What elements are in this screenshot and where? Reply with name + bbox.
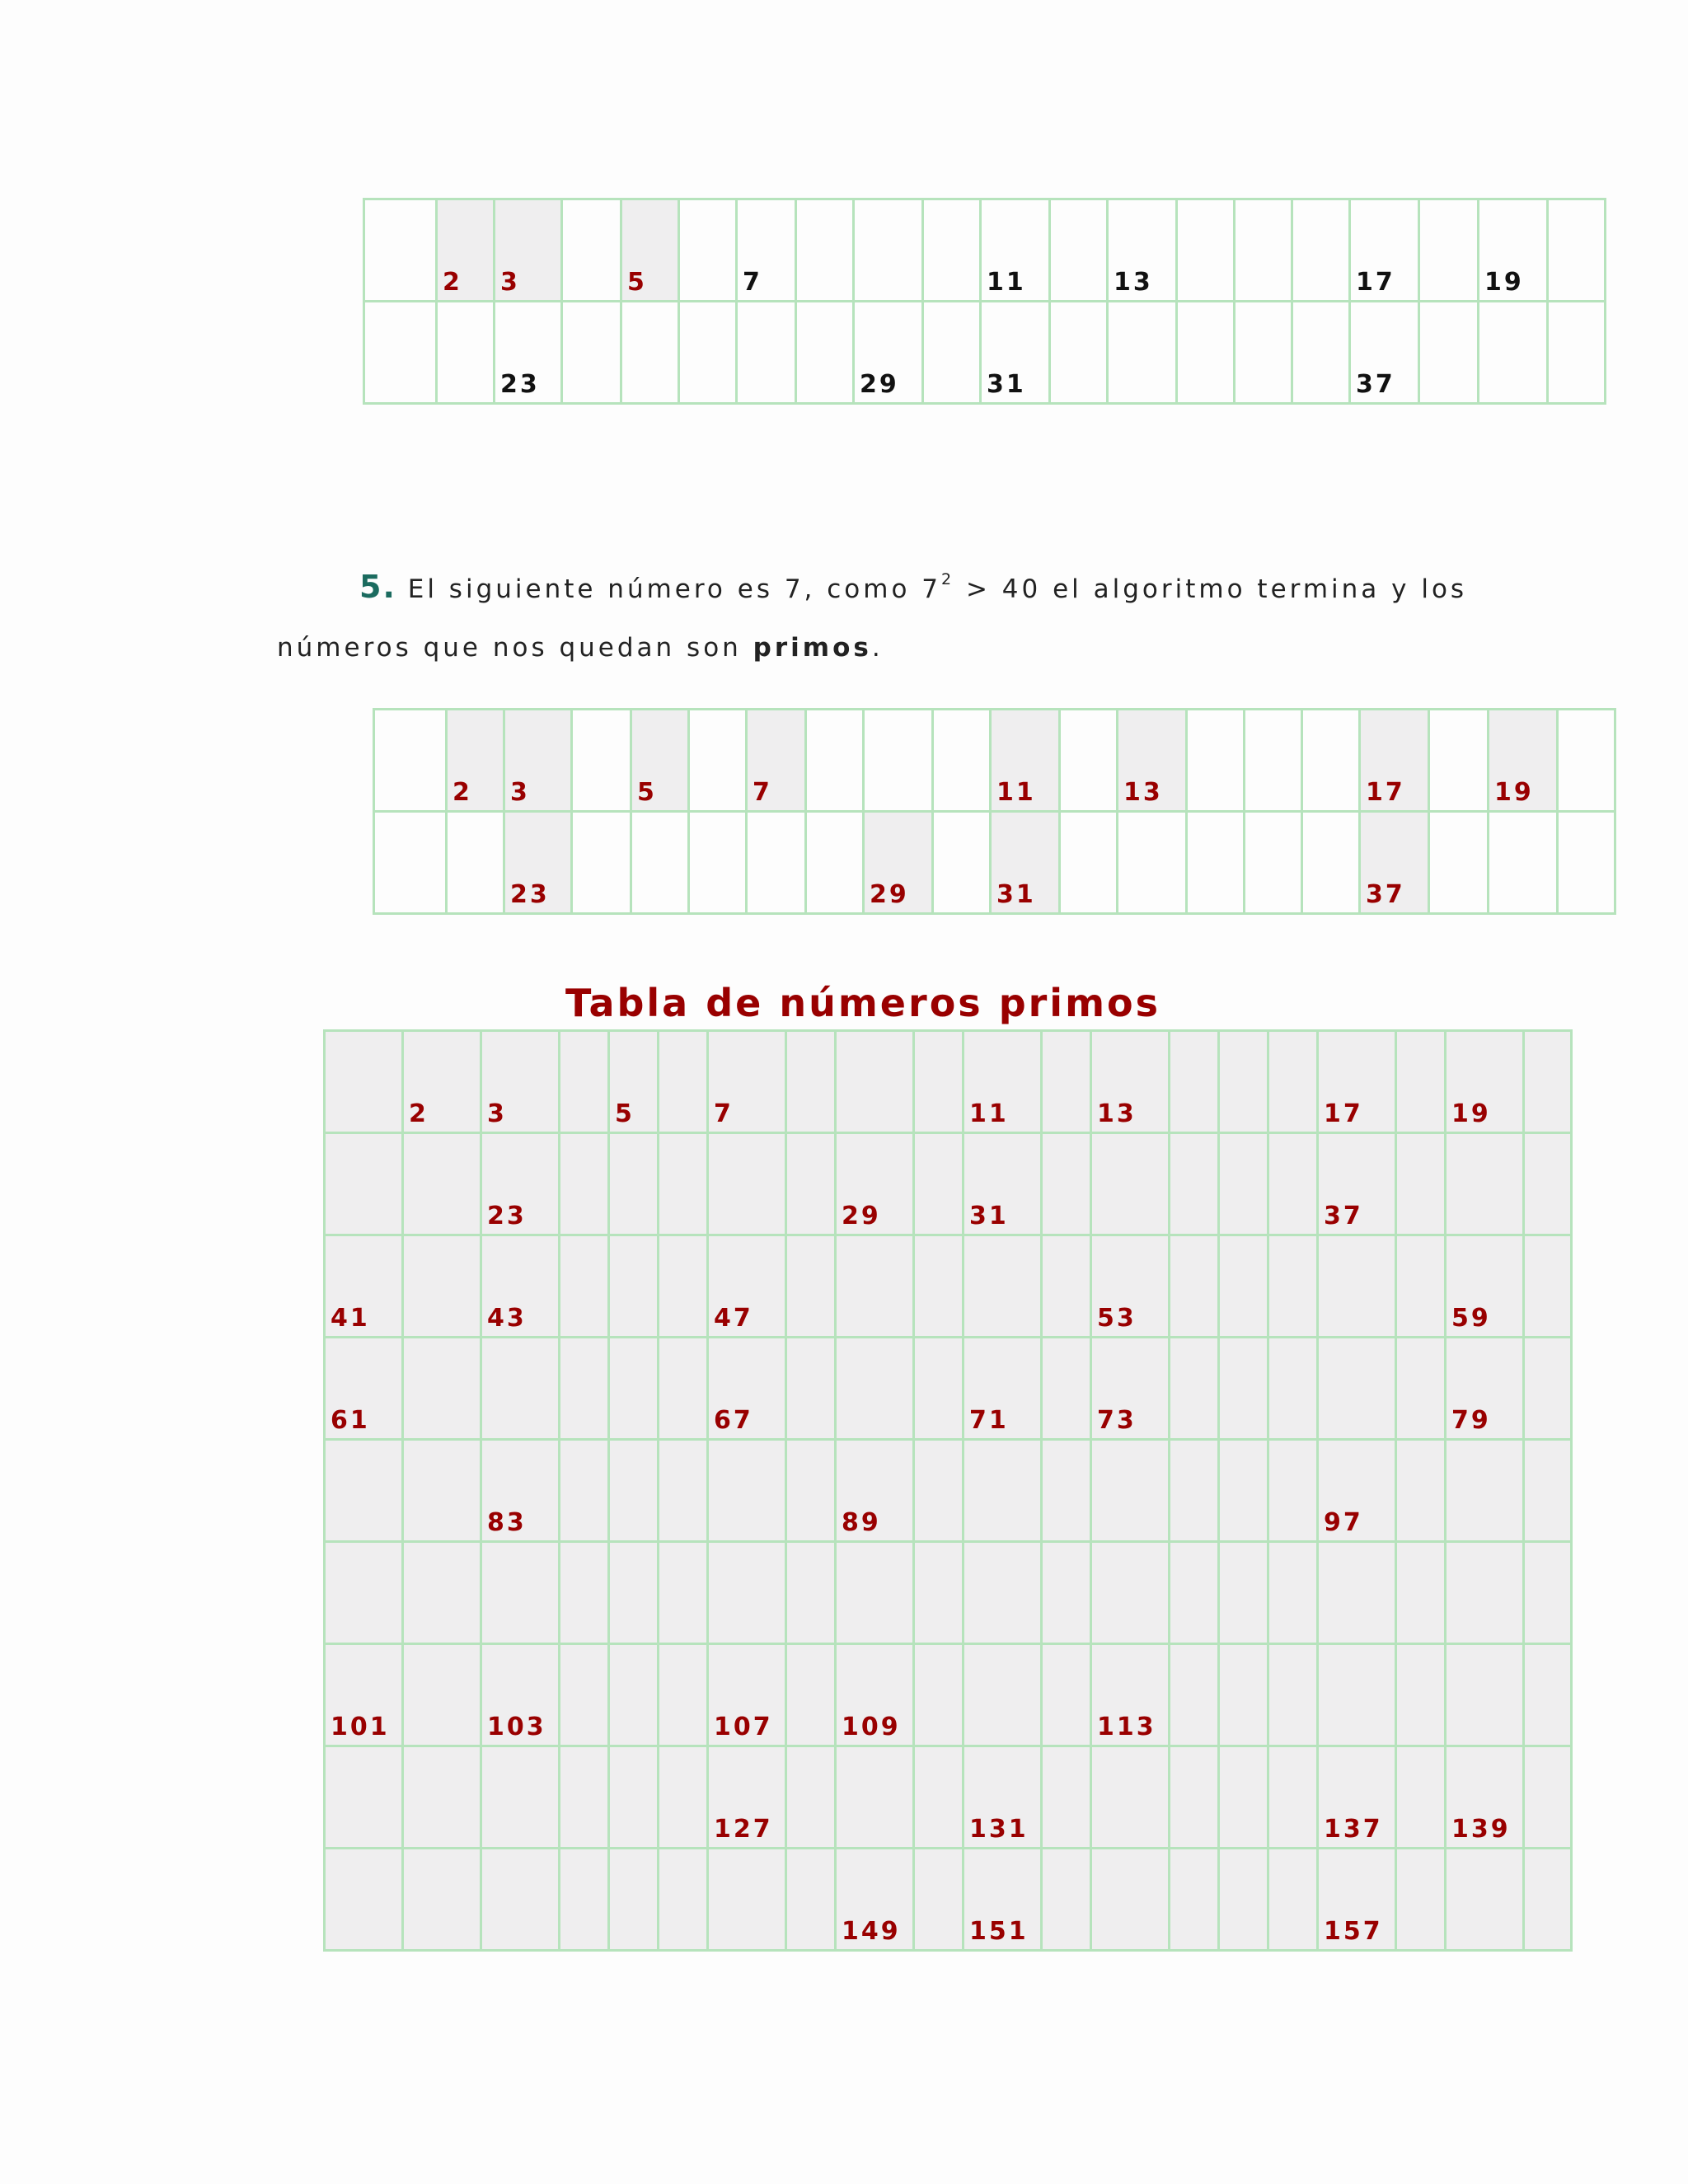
second-sieve-cell	[864, 710, 933, 812]
prime-table-cell: 101	[325, 1644, 403, 1746]
prime-table-cell: 61	[325, 1338, 403, 1440]
second-sieve-cell	[447, 812, 504, 914]
prime-table-cell	[659, 1440, 708, 1542]
first-sieve-table	[363, 198, 1606, 405]
prime-table-cell	[1170, 1338, 1219, 1440]
first-sieve-cell: 17	[1350, 199, 1419, 302]
prime-table-title: Tabla de números primos	[565, 981, 1160, 1025]
prime-table-cell	[659, 1133, 708, 1235]
prime-table-cell	[1446, 1133, 1524, 1235]
prime-table-cell	[1524, 1440, 1572, 1542]
prime-table-cell: 31	[964, 1133, 1042, 1235]
prime-table-cell	[964, 1235, 1042, 1338]
second-sieve-cell	[572, 710, 631, 812]
prime-table-cell	[1042, 1542, 1091, 1644]
prime-table-cell	[786, 1235, 836, 1338]
prime-table-cell: 29	[836, 1133, 914, 1235]
prime-table-cell: 139	[1446, 1746, 1524, 1849]
first-sieve-cell	[1177, 302, 1235, 404]
first-sieve-cell	[1235, 199, 1292, 302]
second-sieve-cell	[689, 812, 747, 914]
prime-table-cell	[609, 1644, 659, 1746]
first-sieve-cell: 31	[981, 302, 1050, 404]
prime-table-cell	[1524, 1133, 1572, 1235]
first-sieve-cell	[621, 302, 679, 404]
prime-table-cell	[1446, 1849, 1524, 1951]
prime-table-cell: 97	[1318, 1440, 1396, 1542]
prime-table-cell	[1042, 1644, 1091, 1746]
prime-table-cell	[786, 1644, 836, 1746]
prime-table-cell	[1170, 1746, 1219, 1849]
prime-table-cell	[1396, 1440, 1446, 1542]
prime-table-cell: 103	[481, 1644, 560, 1746]
prime-table-cell	[1318, 1338, 1396, 1440]
second-sieve-cell: 3	[504, 710, 572, 812]
prime-table-cell	[403, 1746, 481, 1849]
prime-table-cell: 113	[1091, 1644, 1170, 1746]
prime-table-cell	[1396, 1746, 1446, 1849]
prime-table-row	[325, 1338, 1572, 1440]
prime-table-cell	[1042, 1746, 1091, 1849]
prime-table-row	[325, 1542, 1572, 1644]
prime-table-cell: 11	[964, 1031, 1042, 1133]
first-sieve-cell	[1050, 302, 1108, 404]
prime-table-row	[325, 1235, 1572, 1338]
prime-table-cell	[914, 1235, 964, 1338]
prime-table-cell	[914, 1338, 964, 1440]
first-sieve-cell	[854, 199, 923, 302]
second-sieve-cell: 5	[631, 710, 689, 812]
first-sieve-cell	[1292, 302, 1350, 404]
prime-table-cell	[1396, 1542, 1446, 1644]
prime-table-cell	[1091, 1746, 1170, 1849]
prime-table-cell	[786, 1849, 836, 1951]
prime-table-cell	[1170, 1644, 1219, 1746]
second-sieve-cell	[1302, 710, 1360, 812]
prime-table-cell	[659, 1849, 708, 1951]
prime-table-row	[325, 1746, 1572, 1849]
second-sieve-cell	[689, 710, 747, 812]
prime-table-cell	[560, 1849, 609, 1951]
prime-table-cell	[659, 1644, 708, 1746]
first-sieve-cell: 37	[1350, 302, 1419, 404]
prime-table-cell	[1524, 1235, 1572, 1338]
prime-table-cell	[1219, 1542, 1268, 1644]
prime-table-cell: 127	[708, 1746, 786, 1849]
prime-table-cell	[1524, 1338, 1572, 1440]
second-sieve-cell	[1558, 812, 1615, 914]
prime-table-cell: 73	[1091, 1338, 1170, 1440]
step5-text-before-exponent: El siguiente número es 7, como 7	[407, 574, 942, 604]
prime-table-cell	[325, 1746, 403, 1849]
prime-table-cell	[609, 1746, 659, 1849]
prime-table-cell	[325, 1542, 403, 1644]
first-sieve-cell	[737, 302, 796, 404]
prime-table-cell: 137	[1318, 1746, 1396, 1849]
second-sieve-row	[374, 812, 1615, 914]
first-sieve-cell: 29	[854, 302, 923, 404]
prime-table-cell	[914, 1031, 964, 1133]
prime-table-cell	[964, 1440, 1042, 1542]
prime-table-cell	[1042, 1849, 1091, 1951]
prime-table-cell: 19	[1446, 1031, 1524, 1133]
prime-table-cell	[609, 1133, 659, 1235]
prime-table-cell	[914, 1133, 964, 1235]
prime-table-cell	[1170, 1542, 1219, 1644]
first-sieve-cell	[796, 302, 854, 404]
prime-table-cell	[1170, 1133, 1219, 1235]
prime-table-cell	[1524, 1542, 1572, 1644]
second-sieve-cell	[1429, 710, 1489, 812]
prime-table-cell: 13	[1091, 1031, 1170, 1133]
first-sieve-cell	[437, 302, 495, 404]
first-sieve-cell	[1177, 199, 1235, 302]
prime-table-cell	[1219, 1235, 1268, 1338]
first-sieve-row	[364, 302, 1606, 404]
prime-table-cell: 47	[708, 1235, 786, 1338]
step5-line2-end: .	[871, 633, 884, 663]
prime-table-cell	[1170, 1849, 1219, 1951]
second-sieve-cell: 11	[991, 710, 1060, 812]
second-sieve-cell: 37	[1360, 812, 1429, 914]
prime-table-cell	[325, 1849, 403, 1951]
first-sieve-cell	[1479, 302, 1548, 404]
prime-table-cell	[1524, 1849, 1572, 1951]
second-sieve-row	[374, 710, 1615, 812]
prime-table-cell	[786, 1542, 836, 1644]
prime-table-cell	[1318, 1644, 1396, 1746]
prime-table-cell	[403, 1644, 481, 1746]
step5-line2	[277, 633, 884, 663]
prime-table-cell	[1524, 1746, 1572, 1849]
prime-table-row	[325, 1031, 1572, 1133]
prime-table-cell	[964, 1542, 1042, 1644]
prime-table-cell	[403, 1235, 481, 1338]
prime-table-cell: 23	[481, 1133, 560, 1235]
prime-table-cell	[1396, 1031, 1446, 1133]
first-sieve-cell	[679, 302, 737, 404]
prime-table	[323, 1029, 1573, 1952]
prime-table-cell	[1219, 1133, 1268, 1235]
prime-table-cell	[1446, 1440, 1524, 1542]
prime-table-cell	[1268, 1542, 1318, 1644]
prime-table-cell	[1396, 1849, 1446, 1951]
prime-table-cell: 7	[708, 1031, 786, 1133]
first-sieve-cell	[923, 199, 981, 302]
prime-table-cell	[1446, 1644, 1524, 1746]
prime-table-cell: 131	[964, 1746, 1042, 1849]
prime-table-cell	[836, 1031, 914, 1133]
prime-table-cell: 2	[403, 1031, 481, 1133]
prime-table-cell: 89	[836, 1440, 914, 1542]
second-sieve-cell	[1429, 812, 1489, 914]
prime-table-cell	[836, 1542, 914, 1644]
prime-table-cell	[1396, 1133, 1446, 1235]
prime-table-cell	[403, 1440, 481, 1542]
prime-table-cell	[1042, 1235, 1091, 1338]
prime-table-cell	[1042, 1338, 1091, 1440]
first-sieve-cell: 2	[437, 199, 495, 302]
prime-table-row	[325, 1133, 1572, 1235]
prime-table-cell	[1268, 1644, 1318, 1746]
prime-table-cell	[325, 1031, 403, 1133]
prime-table-cell	[560, 1235, 609, 1338]
prime-table-cell: 37	[1318, 1133, 1396, 1235]
step5-exponent: 2	[941, 570, 955, 588]
prime-table-cell	[1219, 1746, 1268, 1849]
prime-table-cell	[1219, 1440, 1268, 1542]
prime-table-cell: 79	[1446, 1338, 1524, 1440]
prime-table-cell	[1042, 1440, 1091, 1542]
second-sieve-cell	[374, 812, 447, 914]
prime-table-cell	[403, 1338, 481, 1440]
second-sieve-body	[374, 710, 1615, 914]
second-sieve-cell	[631, 812, 689, 914]
prime-table-cell: 17	[1318, 1031, 1396, 1133]
prime-table-cell	[1170, 1235, 1219, 1338]
prime-table-cell	[708, 1440, 786, 1542]
prime-table-cell	[609, 1849, 659, 1951]
prime-table-cell	[1042, 1133, 1091, 1235]
prime-table-cell	[1091, 1849, 1170, 1951]
prime-table-cell	[1524, 1031, 1572, 1133]
prime-table-cell	[403, 1849, 481, 1951]
prime-table-cell	[964, 1644, 1042, 1746]
second-sieve-cell	[1302, 812, 1360, 914]
prime-table-cell	[1170, 1440, 1219, 1542]
second-sieve-cell: 29	[864, 812, 933, 914]
prime-table-cell: 157	[1318, 1849, 1396, 1951]
second-sieve-cell	[1187, 710, 1245, 812]
prime-table-cell	[560, 1338, 609, 1440]
prime-table-cell: 67	[708, 1338, 786, 1440]
prime-table-row	[325, 1849, 1572, 1951]
prime-table-cell	[914, 1542, 964, 1644]
prime-table-cell	[914, 1746, 964, 1849]
prime-table-cell	[1396, 1644, 1446, 1746]
second-sieve-table	[373, 708, 1616, 915]
prime-table-cell	[836, 1338, 914, 1440]
second-sieve-cell	[806, 710, 864, 812]
prime-table-cell	[609, 1338, 659, 1440]
prime-table-cell	[1219, 1031, 1268, 1133]
prime-table-cell	[1268, 1031, 1318, 1133]
second-sieve-cell: 13	[1118, 710, 1187, 812]
prime-table-cell	[560, 1542, 609, 1644]
first-sieve-cell: 5	[621, 199, 679, 302]
first-sieve-body	[364, 199, 1606, 404]
prime-table-cell	[1318, 1542, 1396, 1644]
first-sieve-cell	[1050, 199, 1108, 302]
prime-table-cell	[1396, 1338, 1446, 1440]
prime-table-cell: 71	[964, 1338, 1042, 1440]
prime-table-cell	[659, 1031, 708, 1133]
first-sieve-cell	[1419, 302, 1479, 404]
first-sieve-cell	[1548, 302, 1606, 404]
prime-table-cell	[1268, 1235, 1318, 1338]
first-sieve-cell	[1548, 199, 1606, 302]
prime-table-cell	[1268, 1849, 1318, 1951]
prime-table-cell	[609, 1440, 659, 1542]
prime-table-cell	[659, 1235, 708, 1338]
prime-table-cell	[1219, 1644, 1268, 1746]
step-number: 5.	[359, 569, 396, 605]
prime-table-cell	[786, 1133, 836, 1235]
second-sieve-cell: 23	[504, 812, 572, 914]
prime-table-cell	[659, 1542, 708, 1644]
prime-table-cell: 53	[1091, 1235, 1170, 1338]
prime-table-cell	[560, 1746, 609, 1849]
prime-table-cell: 107	[708, 1644, 786, 1746]
second-sieve-cell: 17	[1360, 710, 1429, 812]
second-sieve-cell	[1245, 710, 1302, 812]
prime-table-cell	[560, 1031, 609, 1133]
second-sieve-cell	[933, 710, 991, 812]
prime-table-cell	[325, 1133, 403, 1235]
prime-table-cell: 5	[609, 1031, 659, 1133]
prime-table-cell	[914, 1849, 964, 1951]
second-sieve-cell: 2	[447, 710, 504, 812]
prime-table-cell	[659, 1338, 708, 1440]
second-sieve-cell	[933, 812, 991, 914]
prime-table-cell	[403, 1133, 481, 1235]
first-sieve-cell	[1235, 302, 1292, 404]
prime-table-cell	[325, 1440, 403, 1542]
prime-table-cell	[786, 1338, 836, 1440]
first-sieve-cell	[923, 302, 981, 404]
second-sieve-cell	[1558, 710, 1615, 812]
prime-table-cell	[708, 1133, 786, 1235]
first-sieve-cell	[562, 302, 621, 404]
second-sieve-cell	[1187, 812, 1245, 914]
first-sieve-cell	[679, 199, 737, 302]
prime-table-cell	[708, 1542, 786, 1644]
second-sieve-cell	[572, 812, 631, 914]
step5-line1	[359, 569, 1467, 605]
prime-table-cell	[481, 1338, 560, 1440]
prime-table-cell	[1318, 1235, 1396, 1338]
first-sieve-cell	[562, 199, 621, 302]
prime-table-cell: 41	[325, 1235, 403, 1338]
prime-table-cell	[481, 1746, 560, 1849]
first-sieve-cell: 11	[981, 199, 1050, 302]
second-sieve-cell	[1118, 812, 1187, 914]
second-sieve-cell: 31	[991, 812, 1060, 914]
prime-table-cell	[1219, 1849, 1268, 1951]
prime-table-cell	[708, 1849, 786, 1951]
second-sieve-cell	[747, 812, 806, 914]
first-sieve-cell	[364, 302, 437, 404]
first-sieve-cell	[796, 199, 854, 302]
prime-table-cell	[1042, 1031, 1091, 1133]
prime-table-cell	[609, 1235, 659, 1338]
prime-table-cell	[403, 1542, 481, 1644]
prime-table-cell	[914, 1440, 964, 1542]
prime-table-cell	[560, 1644, 609, 1746]
prime-table-cell	[1091, 1440, 1170, 1542]
prime-table-row	[325, 1440, 1572, 1542]
prime-table-cell	[786, 1031, 836, 1133]
step5-text-after-exponent: > 40 el algoritmo termina y los	[954, 574, 1468, 604]
first-sieve-cell: 3	[495, 199, 562, 302]
first-sieve-cell: 19	[1479, 199, 1548, 302]
second-sieve-cell	[1489, 812, 1558, 914]
second-sieve-cell: 7	[747, 710, 806, 812]
first-sieve-cell	[1292, 199, 1350, 302]
prime-table-cell	[1268, 1338, 1318, 1440]
prime-table-cell	[481, 1542, 560, 1644]
first-sieve-cell: 13	[1108, 199, 1177, 302]
prime-table-cell	[659, 1746, 708, 1849]
prime-table-cell	[560, 1440, 609, 1542]
first-sieve-cell: 23	[495, 302, 562, 404]
prime-table-row	[325, 1644, 1572, 1746]
prime-table-cell: 83	[481, 1440, 560, 1542]
prime-table-cell: 149	[836, 1849, 914, 1951]
second-sieve-cell: 19	[1489, 710, 1558, 812]
prime-table-cell	[1396, 1235, 1446, 1338]
prime-table-cell: 151	[964, 1849, 1042, 1951]
prime-table-cell	[609, 1542, 659, 1644]
prime-table-cell	[786, 1746, 836, 1849]
first-sieve-cell	[1419, 199, 1479, 302]
prime-table-cell	[1268, 1440, 1318, 1542]
first-sieve-cell: 7	[737, 199, 796, 302]
prime-table-cell: 59	[1446, 1235, 1524, 1338]
prime-table-cell	[1170, 1031, 1219, 1133]
first-sieve-cell	[1108, 302, 1177, 404]
prime-table-cell	[914, 1644, 964, 1746]
prime-table-cell: 109	[836, 1644, 914, 1746]
prime-table-cell	[1091, 1542, 1170, 1644]
second-sieve-cell	[1245, 812, 1302, 914]
prime-table-cell	[1091, 1133, 1170, 1235]
second-sieve-cell	[1060, 710, 1118, 812]
step5-line2-start: números que nos quedan son	[277, 633, 753, 663]
prime-table-cell	[1219, 1338, 1268, 1440]
prime-table-cell: 43	[481, 1235, 560, 1338]
prime-table-cell	[481, 1849, 560, 1951]
second-sieve-cell	[1060, 812, 1118, 914]
first-sieve-row	[364, 199, 1606, 302]
first-sieve-cell	[364, 199, 437, 302]
prime-table-cell	[836, 1746, 914, 1849]
second-sieve-cell	[806, 812, 864, 914]
prime-table-cell	[1268, 1746, 1318, 1849]
prime-table-cell: 3	[481, 1031, 560, 1133]
prime-table-cell	[786, 1440, 836, 1542]
prime-table-cell	[836, 1235, 914, 1338]
prime-table-cell	[1446, 1542, 1524, 1644]
prime-table-cell	[560, 1133, 609, 1235]
prime-table-cell	[1524, 1644, 1572, 1746]
step5-bold-word: primos	[753, 633, 872, 663]
prime-table-cell	[1268, 1133, 1318, 1235]
second-sieve-cell	[374, 710, 447, 812]
prime-table-body	[325, 1031, 1572, 1951]
